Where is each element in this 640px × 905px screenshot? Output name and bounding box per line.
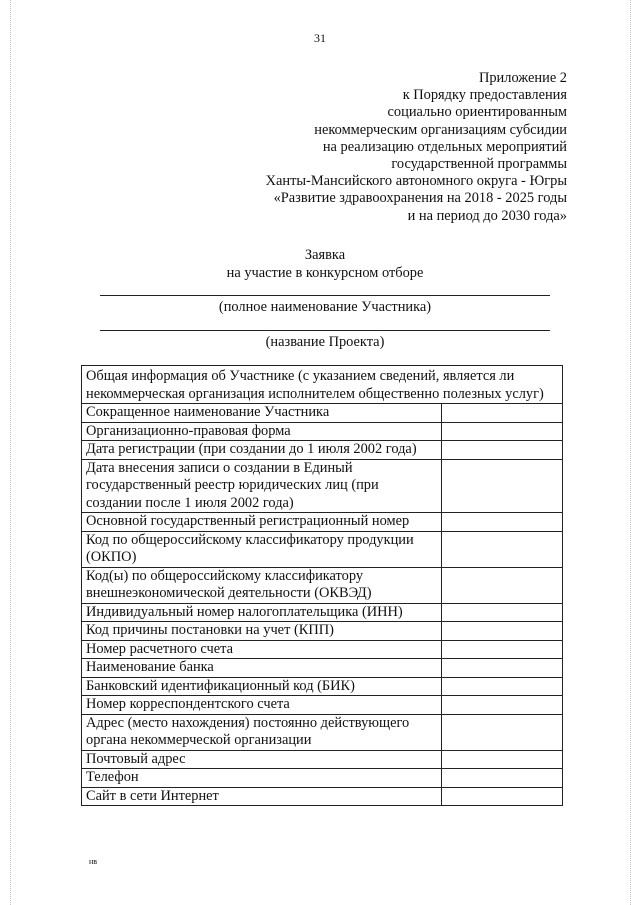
table-row [82, 603, 563, 622]
row-value[interactable] [442, 769, 563, 788]
row-label: Номер расчетного счета [82, 640, 442, 659]
row-value[interactable] [442, 441, 563, 460]
project-name-line [100, 330, 550, 331]
table-row [82, 769, 563, 788]
table-row [82, 513, 563, 532]
table-row [82, 567, 563, 603]
row-label: Код причины постановки на учет (КПП) [82, 622, 442, 641]
appendix-line: на реализацию отдельных мероприятий [322, 138, 567, 155]
row-value[interactable] [442, 787, 563, 806]
appendix-line: к Порядку предоставления [402, 87, 567, 104]
table-row [82, 750, 563, 769]
table-row [82, 422, 563, 441]
table-row [82, 787, 563, 806]
scan-edge-right [630, 0, 631, 905]
table-header-row [82, 366, 563, 404]
row-label: Индивидуальный номер налогоплательщика (ИНН) [82, 603, 442, 622]
page-number: 31 [314, 31, 326, 45]
appendix-line: «Развитие здравоохранения на 2018 - 2025 годы [273, 190, 567, 207]
scan-edge-left [10, 0, 11, 905]
row-label: Организационно-правовая форма [82, 422, 442, 441]
row-value[interactable] [442, 622, 563, 641]
row-label: Код по общероссийскому классификатору продукции (ОКПО) [82, 531, 442, 567]
row-value[interactable] [442, 750, 563, 769]
table-row [82, 404, 563, 423]
table-row [82, 659, 563, 678]
participant-info-table [81, 365, 563, 806]
participant-name-caption: (полное наименование Участника) [218, 299, 432, 315]
row-label: Почтовый адрес [82, 750, 442, 769]
row-value[interactable] [442, 459, 563, 513]
row-label: Адрес (место нахождения) постоянно действующего органа некоммерческой организации [82, 714, 442, 750]
row-label: Банковский идентификационный код (БИК) [82, 677, 442, 696]
row-value[interactable] [442, 696, 563, 715]
table-row [82, 531, 563, 567]
row-label: Наименование банка [82, 659, 442, 678]
row-label: Номер корреспондентского счета [82, 696, 442, 715]
row-label: Основной государственный регистрационный номер [82, 513, 442, 532]
row-value[interactable] [442, 567, 563, 603]
application-title: Заявка [304, 247, 346, 263]
appendix-line: и на период до 2030 года» [407, 207, 567, 224]
appendix-line: Приложение 2 [478, 70, 567, 86]
table-row [82, 696, 563, 715]
row-label: Сокращенное наименование Участника [82, 404, 442, 423]
appendix-line: государственной программы [391, 156, 567, 173]
row-value[interactable] [442, 677, 563, 696]
row-label: Телефон [82, 769, 442, 788]
row-value[interactable] [442, 404, 563, 423]
row-value[interactable] [442, 714, 563, 750]
table-header: Общая информация об Участнике (с указанием сведений, является ли некоммерческая организация исполнителем общественно полезных услуг) [82, 366, 563, 404]
row-value[interactable] [442, 422, 563, 441]
table-row [82, 640, 563, 659]
row-value[interactable] [442, 659, 563, 678]
row-label: Дата внесения записи о создании в Единый государственный реестр юридических лиц (при создании после 1 июля 2002 года) [82, 459, 442, 513]
row-value[interactable] [442, 531, 563, 567]
row-label: Сайт в сети Интернет [82, 787, 442, 806]
table-row [82, 441, 563, 460]
application-subtitle: на участие в конкурсном отборе [226, 265, 424, 281]
row-value[interactable] [442, 603, 563, 622]
table-row [82, 677, 563, 696]
table-row [82, 714, 563, 750]
row-value[interactable] [442, 640, 563, 659]
footer-mark: нв [89, 857, 98, 866]
table-row [82, 459, 563, 513]
appendix-line: социально ориентированным [387, 104, 567, 121]
application-heading [95, 246, 555, 282]
appendix-line: Ханты-Мансийского автономного округа - Югры [265, 173, 567, 190]
row-value[interactable] [442, 513, 563, 532]
row-label: Код(ы) по общероссийскому классификатору внешнеэкономической деятельности (ОКВЭД) [82, 567, 442, 603]
row-label: Дата регистрации (при создании до 1 июля 2002 года) [82, 441, 442, 460]
appendix-line: некоммерческим организациям субсидии [314, 121, 567, 138]
appendix-block [266, 70, 567, 225]
participant-name-line [100, 295, 550, 296]
table-row [82, 622, 563, 641]
project-name-caption: (название Проекта) [265, 334, 385, 350]
